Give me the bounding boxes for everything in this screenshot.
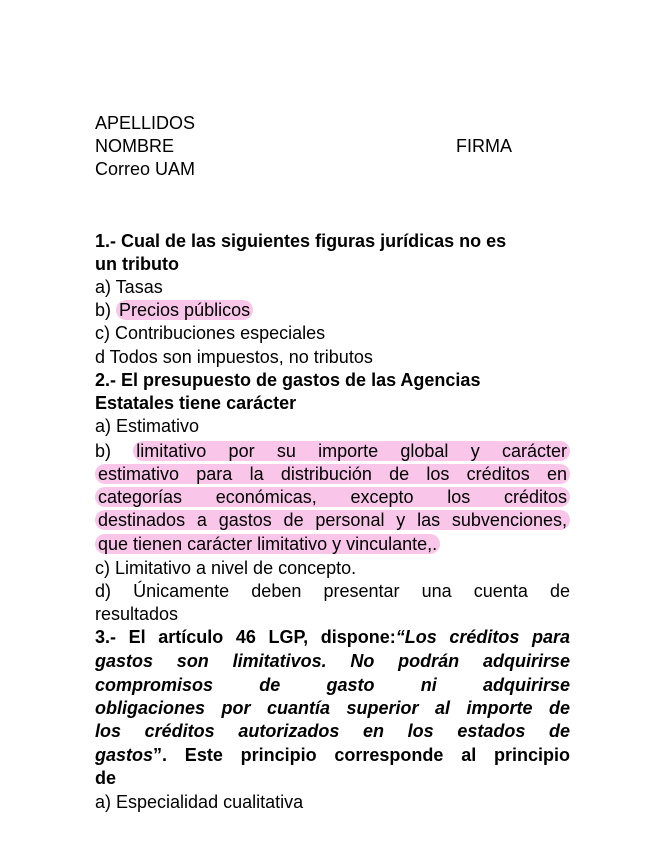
q3-quote-line-5: los créditos autorizados en los estados de bbox=[95, 721, 570, 741]
q2-title-line-1: 2.- El presupuesto de gastos de las Agencias bbox=[95, 370, 481, 390]
q3-quote-line-4: obligaciones por cuantía superior al importe de bbox=[95, 698, 570, 718]
q1-option-b-prefix: b) bbox=[95, 300, 112, 320]
q2-option-b-line-2 bbox=[95, 463, 570, 486]
nombre-label: NOMBRE bbox=[95, 136, 175, 156]
q2-option-c: c) Limitativo a nivel de concepto. bbox=[95, 558, 357, 578]
q2-option-b-line-3 bbox=[95, 486, 570, 509]
q3-quote-start: “Los créditos para bbox=[395, 627, 571, 647]
q2-option-b-line-5 bbox=[95, 533, 440, 556]
q2-option-b-highlight-1: limitativo por su importe global y carácter bbox=[133, 441, 570, 461]
q3-quote-line-3: compromisos de gasto ni adquirirse bbox=[95, 675, 570, 695]
q3-title-bold: 3.- El artículo 46 LGP, dispone: bbox=[95, 627, 396, 647]
firma-label: FIRMA bbox=[456, 136, 512, 156]
q3-title-line-7: de bbox=[95, 768, 117, 788]
apellidos-label: APELLIDOS bbox=[95, 113, 196, 133]
q3-quote-line-2: gastos son limitativos. No podrán adquirirse bbox=[95, 651, 570, 671]
q2-option-d-line-1: d) Únicamente deben presentar una cuenta de bbox=[95, 581, 570, 601]
q3-quote-end: gastos bbox=[95, 745, 154, 765]
q2-option-b-highlight-2: estimativo para la distribución de los créditos en bbox=[95, 464, 570, 484]
q1-option-b bbox=[95, 299, 253, 322]
q2-option-b-line-4 bbox=[95, 509, 570, 532]
q3-title-line-1 bbox=[95, 626, 570, 649]
q2-option-b-highlight-3: categorías económicas, excepto los créditos bbox=[95, 487, 570, 507]
correo-label: Correo UAM bbox=[95, 159, 196, 179]
q3-title-rest: ”. Este principio corresponde al principio bbox=[153, 745, 570, 765]
q2-option-b-highlight-4: destinados a gastos de personal y las subvenciones, bbox=[95, 510, 570, 530]
q1-option-c: c) Contribuciones especiales bbox=[95, 323, 326, 343]
q1-title-line-1: 1.- Cual de las siguientes figuras jurídicas no es bbox=[95, 231, 507, 251]
q2-option-b-line-1 bbox=[95, 440, 570, 463]
q3-option-a: a) Especialidad cualitativa bbox=[95, 792, 304, 812]
q2-option-d-line-2: resultados bbox=[95, 604, 179, 624]
q1-title-line-2: un tributo bbox=[95, 254, 179, 274]
q1-option-d: d Todos son impuestos, no tributos bbox=[95, 347, 373, 367]
q2-title-line-2: Estatales tiene carácter bbox=[95, 393, 297, 413]
q2-option-a: a) Estimativo bbox=[95, 416, 200, 436]
q2-option-b-prefix: b) bbox=[95, 441, 112, 461]
q3-title-line-6 bbox=[95, 744, 570, 767]
q1-option-b-highlighted: Precios públicos bbox=[116, 300, 253, 320]
q2-option-b-highlight-5: que tienen carácter limitativo y vinculante,. bbox=[95, 534, 440, 554]
q1-option-a: a) Tasas bbox=[95, 277, 163, 297]
